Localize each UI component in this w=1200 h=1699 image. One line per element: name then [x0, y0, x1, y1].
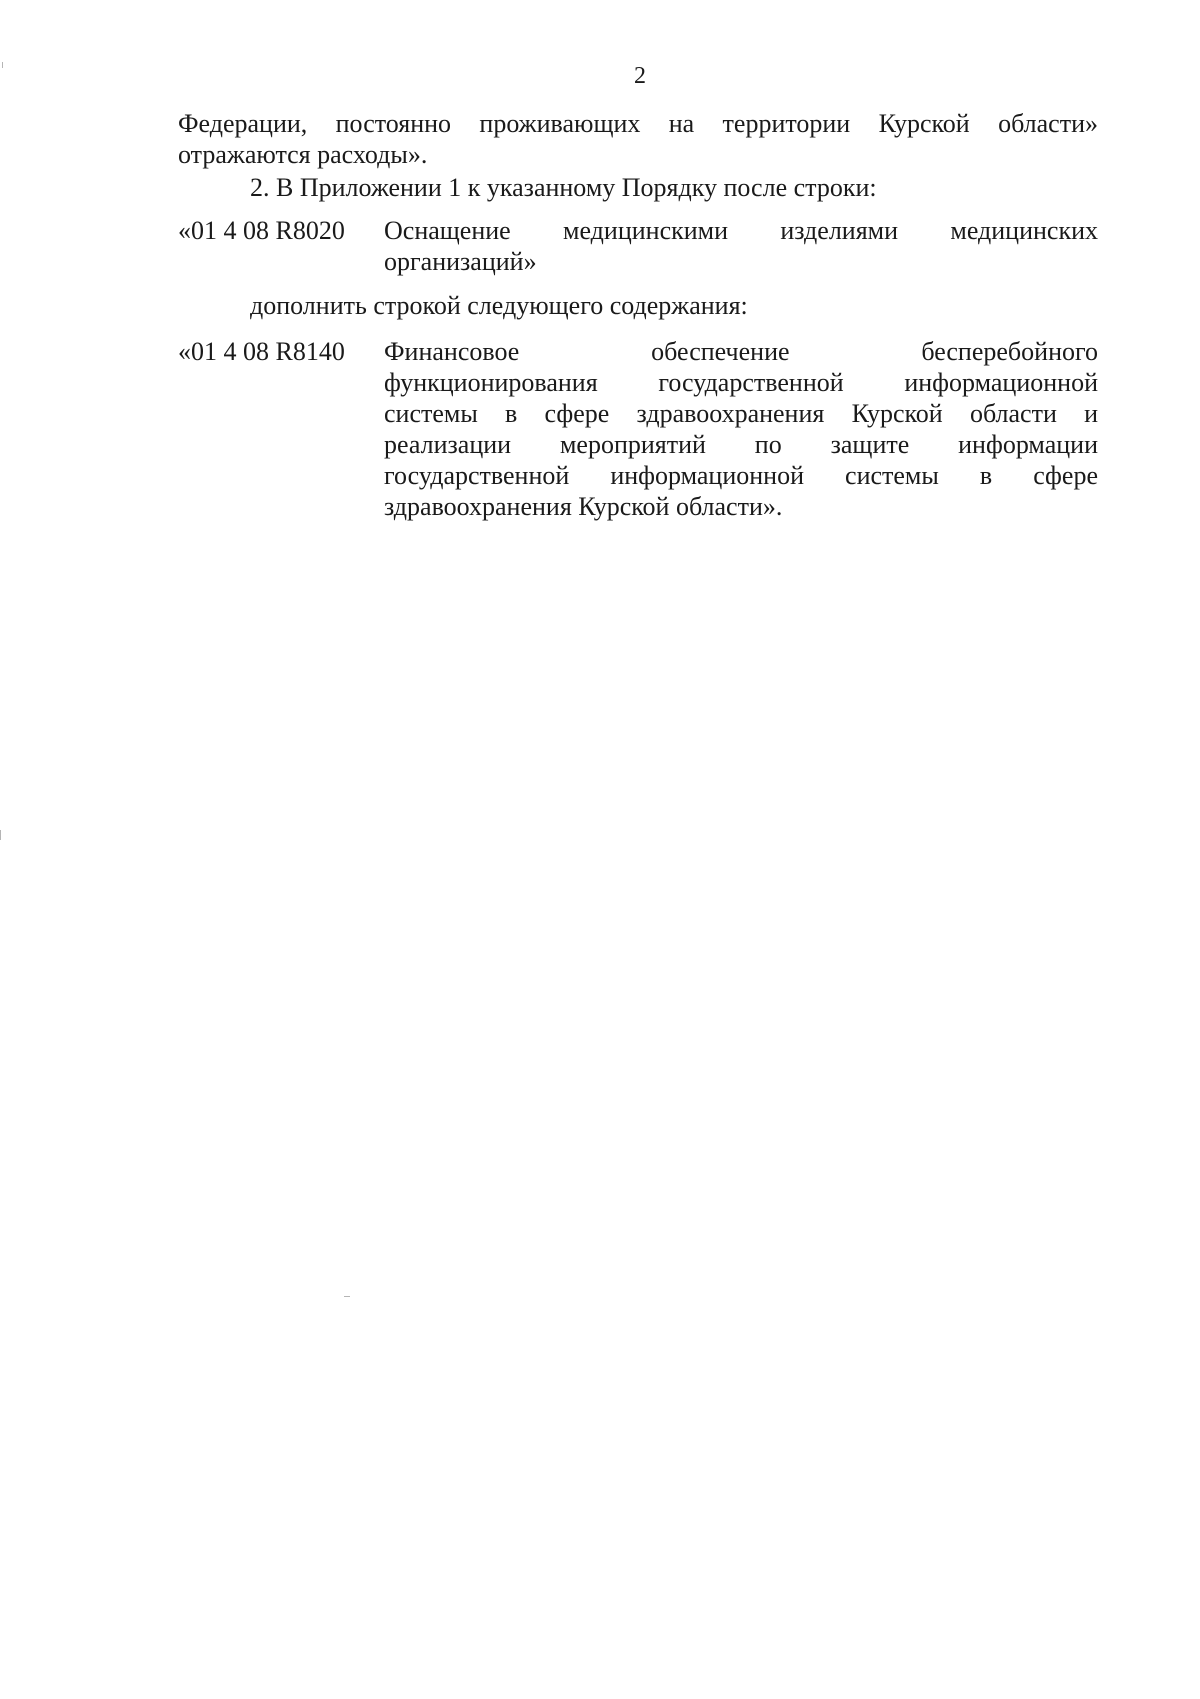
description-line: системы в сфере здравоохранения Курской области и — [384, 399, 1098, 428]
page-number: 2 — [634, 63, 646, 89]
budget-code-1: «01 4 08 R8020 — [178, 216, 345, 245]
supplement-text: дополнить строкой следующего содержания: — [250, 291, 748, 320]
scan-artifact — [0, 830, 1, 840]
paragraph-2: 2. В Приложении 1 к указанному Порядку после строки: — [250, 173, 877, 202]
supplement-phrase — [250, 290, 1098, 321]
scan-artifact — [2, 62, 3, 68]
description-line: Финансовое обеспечение бесперебойного — [384, 337, 1098, 366]
description-line: функционирования государственной информационной — [384, 368, 1098, 397]
description-line: Оснащение медицинскими изделиями медицинских — [384, 216, 1098, 245]
budget-code-1-description — [384, 215, 1098, 277]
description-line: реализации мероприятий по защите информации — [384, 430, 1098, 459]
budget-code-2: «01 4 08 R8140 — [178, 337, 345, 366]
description-line: организаций» — [384, 247, 537, 276]
description-line: государственной информационной системы в сфере — [384, 461, 1098, 490]
budget-code-2-description — [384, 336, 1098, 522]
description-line: здравоохранения Курской области». — [384, 492, 783, 521]
scan-artifact — [344, 1296, 350, 1297]
paragraph-1-line-2: отражаются расходы». — [178, 140, 428, 169]
paragraph-1-line-1: Федерации, постоянно проживающих на территории Курской области» — [178, 109, 1098, 138]
